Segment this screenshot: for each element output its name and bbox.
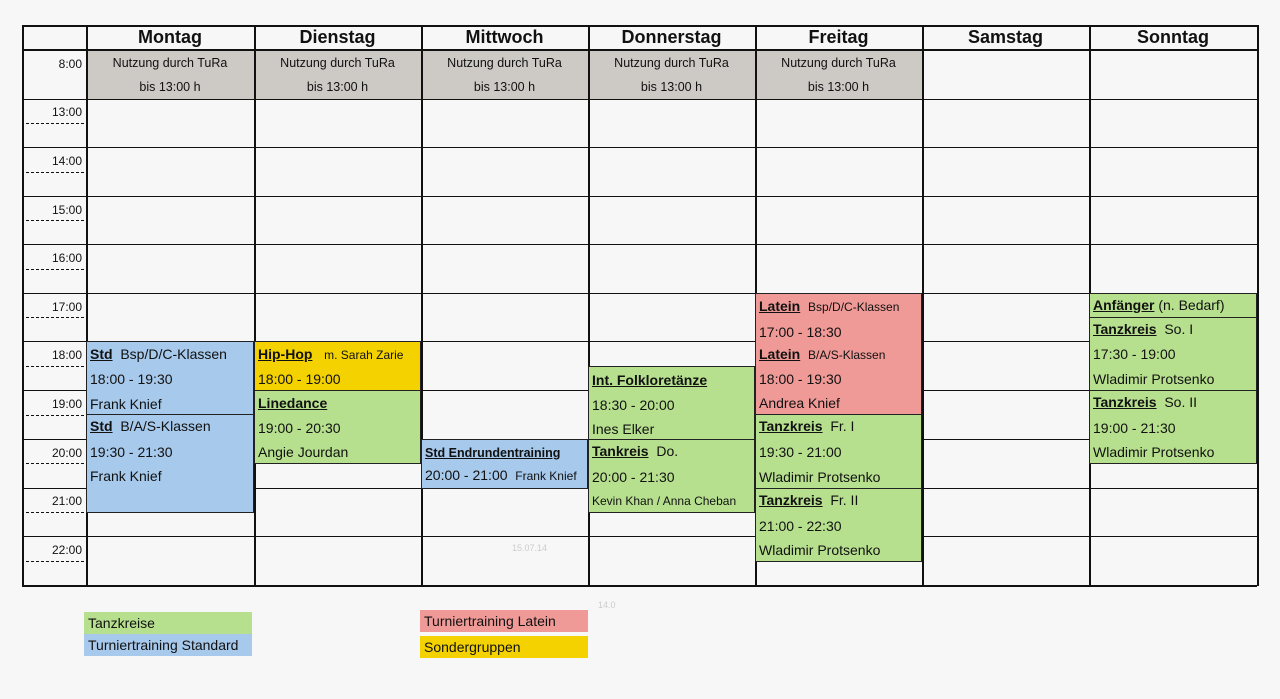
- course-time: 21:00 - 22:30: [759, 518, 842, 534]
- half-hour-tick: [26, 366, 84, 367]
- course-trainer: Wladimir Protsenko: [759, 542, 881, 558]
- tura-line2: bis 13:00 h: [473, 80, 536, 94]
- grid-column-line: [254, 25, 256, 586]
- course-time: 18:30 - 20:00: [592, 397, 675, 413]
- grid-row-line: [22, 196, 1257, 197]
- tura-usage-donnerstag: [588, 50, 755, 99]
- course-title: Tanzkreis: [759, 418, 823, 434]
- course-group: So. I: [1164, 321, 1194, 337]
- course-freitag-latein-bsp: [755, 293, 922, 342]
- course-group: So. II: [1164, 394, 1198, 410]
- tura-usage-freitag: [755, 50, 922, 99]
- course-title: Std: [90, 418, 113, 434]
- course-trainer: Frank Knief: [515, 469, 577, 483]
- course-time: 18:00 - 19:30: [90, 371, 173, 387]
- time-label: 20:00: [51, 446, 82, 460]
- course-class: Bsp/D/C-Klassen: [120, 346, 227, 362]
- time-label: 22:00: [51, 543, 82, 557]
- time-label: 15:00: [51, 203, 82, 217]
- course-dienstag-linedance: [254, 390, 421, 464]
- half-hour-tick: [26, 512, 84, 513]
- course-freitag-latein-bas: [755, 341, 922, 415]
- tura-usage-mittwoch: [421, 50, 588, 99]
- tura-usage-montag: [86, 50, 254, 99]
- grid-row-line: [22, 585, 1257, 587]
- course-montag-std-bsp: [86, 341, 254, 415]
- course-title: Tanzkreis: [759, 492, 823, 508]
- half-hour-tick: [26, 463, 84, 464]
- day-header-freitag: Freitag: [808, 26, 869, 47]
- grid-row-line: [22, 147, 1257, 148]
- tura-line1: Nutzung durch TuRa: [112, 56, 228, 70]
- half-hour-tick: [26, 123, 84, 124]
- half-hour-tick: [26, 415, 84, 416]
- pencil-mark: 14.0: [598, 600, 616, 610]
- grid-column-line: [421, 25, 423, 586]
- course-freitag-tanzkreis-2: [755, 488, 922, 562]
- grid-row-line: [22, 49, 1257, 51]
- tura-line2: bis 13:00 h: [807, 80, 870, 94]
- course-donnerstag-folklore: [588, 366, 755, 440]
- time-label: 21:00: [51, 494, 82, 508]
- course-time: 20:00 - 21:30: [592, 469, 675, 485]
- course-trainer: Frank Knief: [90, 468, 162, 484]
- tura-line2: bis 13:00 h: [306, 80, 369, 94]
- course-time: 19:30 - 21:00: [759, 444, 842, 460]
- course-time: 17:00 - 18:30: [759, 324, 842, 340]
- course-sonntag-tanzkreis-1: [1089, 317, 1257, 391]
- course-title: Latein: [759, 298, 801, 314]
- course-note: m. Sarah Zarie: [324, 348, 404, 362]
- grid-column-line: [922, 25, 924, 586]
- course-time: 19:00 - 20:30: [258, 420, 341, 436]
- tura-line1: Nutzung durch TuRa: [781, 56, 896, 70]
- time-label: 14:00: [51, 154, 82, 168]
- course-trainer: Wladimir Protsenko: [1093, 371, 1215, 387]
- tura-line1: Nutzung durch TuRa: [447, 56, 562, 70]
- tura-usage-dienstag: [254, 50, 421, 99]
- course-title: Latein: [759, 346, 801, 362]
- day-header-dienstag: Dienstag: [299, 26, 376, 47]
- grid-row-line: [22, 293, 1257, 294]
- legend-tanzkreise: Tanzkreise: [84, 612, 252, 634]
- course-time: 18:00 - 19:00: [258, 371, 341, 387]
- course-class: B/A/S-Klassen: [808, 348, 886, 362]
- half-hour-tick: [26, 269, 84, 270]
- course-dienstag-hiphop: [254, 341, 421, 391]
- course-trainer: Ines Elker: [592, 421, 655, 437]
- course-time: 19:00 - 21:30: [1093, 420, 1176, 436]
- course-donnerstag-tankreis: [588, 439, 755, 513]
- course-group: Fr. II: [830, 492, 859, 508]
- course-day: Do.: [656, 443, 679, 459]
- course-title: Tankreis: [592, 443, 649, 459]
- course-title: Hip-Hop: [258, 346, 313, 362]
- grid-row-line: [22, 244, 1257, 245]
- course-time: 18:00 - 19:30: [759, 371, 842, 387]
- course-class: Bsp/D/C-Klassen: [808, 300, 900, 314]
- course-note: (n. Bedarf): [1158, 297, 1225, 313]
- grid-column-line: [1257, 25, 1259, 586]
- course-freitag-tanzkreis-1: [755, 414, 922, 489]
- course-title: Std: [90, 346, 113, 362]
- half-hour-tick: [26, 172, 84, 173]
- day-header-mittwoch: Mittwoch: [465, 26, 544, 47]
- tura-line2: bis 13:00 h: [640, 80, 703, 94]
- course-time: 20:00 - 21:00: [425, 467, 508, 483]
- course-trainer: Wladimir Protsenko: [1093, 444, 1215, 460]
- time-label: 8:00: [58, 57, 82, 71]
- day-header-donnerstag: Donnerstag: [621, 26, 722, 47]
- course-title: Tanzkreis: [1093, 321, 1157, 337]
- course-trainer: Frank Knief: [90, 396, 162, 412]
- half-hour-tick: [26, 317, 84, 318]
- course-time: 19:30 - 21:30: [90, 444, 173, 460]
- grid-row-line: [22, 99, 1257, 100]
- course-sonntag-anfaenger: [1089, 293, 1257, 318]
- course-sonntag-tanzkreis-2: [1089, 390, 1257, 464]
- course-title: Tanzkreis: [1093, 394, 1157, 410]
- course-trainer: Wladimir Protsenko: [759, 469, 881, 485]
- pencil-mark: 15.07.14: [512, 543, 548, 553]
- day-header-samstag: Samstag: [967, 26, 1044, 47]
- course-trainer: Kevin Khan / Anna Cheban: [592, 494, 737, 508]
- grid-row-line: [22, 536, 1257, 537]
- course-title: Std Endrundentraining: [425, 446, 561, 460]
- course-group: Fr. I: [830, 418, 855, 434]
- half-hour-tick: [26, 220, 84, 221]
- time-label: 18:00: [51, 348, 82, 362]
- course-class: B/A/S-Klassen: [120, 418, 211, 434]
- legend-sonder: Sondergruppen: [420, 636, 588, 658]
- time-label: 17:00: [51, 300, 82, 314]
- course-trainer: Andrea Knief: [759, 395, 840, 411]
- course-montag-std-bas: [86, 414, 254, 513]
- course-title: Int. Folkloretänze: [592, 372, 708, 388]
- tura-line2: bis 13:00 h: [139, 80, 201, 94]
- time-label: 16:00: [51, 251, 82, 265]
- day-header-sonntag: Sonntag: [1137, 26, 1209, 47]
- half-hour-tick: [26, 561, 84, 562]
- course-title: Anfänger: [1093, 297, 1155, 313]
- course-mittwoch-endrunde: [421, 439, 588, 489]
- tura-line1: Nutzung durch TuRa: [614, 56, 729, 70]
- course-trainer: Angie Jourdan: [258, 444, 349, 460]
- day-header-montag: Montag: [138, 26, 202, 47]
- time-label: 13:00: [51, 105, 82, 119]
- course-time: 17:30 - 19:00: [1093, 346, 1176, 362]
- time-label: 19:00: [51, 397, 82, 411]
- course-title: Linedance: [258, 395, 328, 411]
- legend-standard: Turniertraining Standard: [84, 634, 252, 656]
- legend-latein: Turniertraining Latein: [420, 610, 588, 632]
- tura-line1: Nutzung durch TuRa: [280, 56, 395, 70]
